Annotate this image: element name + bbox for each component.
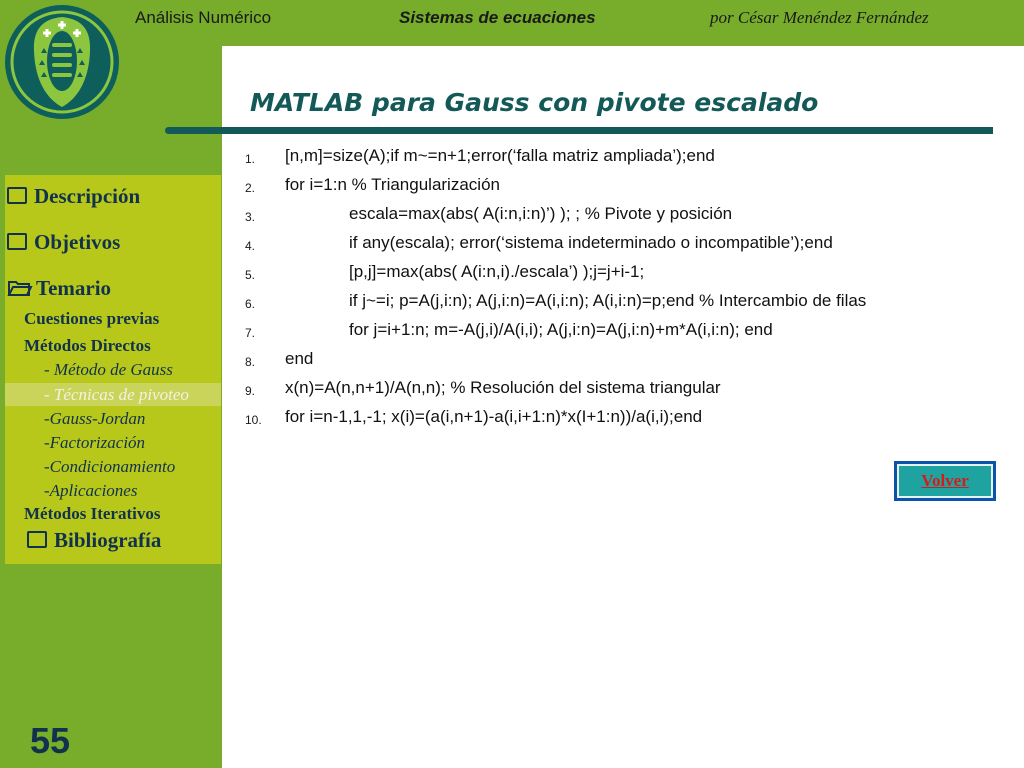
menu-item-gauss-jordan[interactable]: -Gauss-Jordan bbox=[44, 409, 146, 428]
open-folder-icon bbox=[7, 279, 33, 297]
menu-item-factorizacion[interactable]: -Factorización bbox=[44, 433, 146, 452]
menu-item-tecnicas-pivoteo[interactable]: - Técnicas de pivoteo bbox=[44, 385, 189, 404]
menu-item-cuestiones-previas[interactable]: Cuestiones previas bbox=[24, 309, 160, 328]
sidebar-menu bbox=[5, 175, 221, 564]
volver-link[interactable]: Volver bbox=[921, 471, 969, 490]
author-name: por César Menéndez Fernández bbox=[710, 8, 929, 27]
menu-item-condicionamiento[interactable]: -Condicionamiento bbox=[44, 457, 176, 476]
menu-item-objetivos[interactable] bbox=[7, 230, 120, 255]
university-seal-logo bbox=[3, 3, 121, 121]
menu-item-metodos-iterativos[interactable]: Métodos Iterativos bbox=[24, 504, 161, 523]
line-text: if any(escala); error(‘sistema indeterminado o incompatible’);end bbox=[349, 233, 833, 252]
line-number: 4. bbox=[245, 239, 256, 253]
title-underline bbox=[165, 127, 993, 134]
course-name: Análisis Numérico bbox=[135, 8, 272, 27]
volver-button-face[interactable] bbox=[897, 464, 993, 498]
line-text: for i=1:n % Triangularización bbox=[285, 175, 500, 194]
line-text: for i=n-1,1,-1; x(i)=(a(i,n+1)-a(i,i+1:n)*x(I+1:n))/a(i,i);end bbox=[285, 407, 703, 426]
menu-label: Descripción bbox=[34, 184, 141, 208]
line-number: 3. bbox=[245, 210, 256, 224]
line-text: [p,j]=max(abs( A(i:n,i)./escala’) );j=j+i-1; bbox=[349, 262, 645, 281]
menu-item-aplicaciones[interactable]: -Aplicaciones bbox=[44, 481, 138, 500]
line-number: 7. bbox=[245, 326, 256, 340]
menu-item-descripcion[interactable] bbox=[7, 184, 140, 209]
square-outline-icon bbox=[7, 187, 27, 204]
square-outline-icon bbox=[27, 531, 47, 548]
slide-title: MATLAB para Gauss con pivote escalado bbox=[250, 88, 819, 117]
line-number: 8. bbox=[245, 355, 256, 369]
line-text: for j=i+1:n; m=-A(j,i)/A(i,i); A(j,i:n)=A(j,i:n)+m*A(i,i:n); end bbox=[349, 320, 773, 339]
menu-label: Temario bbox=[36, 276, 112, 300]
menu-item-metodo-gauss[interactable]: - Método de Gauss bbox=[44, 360, 173, 379]
menu-item-bibliografia[interactable] bbox=[27, 528, 161, 553]
line-number: 10. bbox=[245, 413, 262, 427]
menu-item-metodos-directos[interactable]: Métodos Directos bbox=[24, 336, 151, 355]
line-number: 1. bbox=[245, 152, 256, 166]
line-text: escala=max(abs( A(i:n,i:n)’) ); ; % Pivote y posición bbox=[349, 204, 733, 223]
line-text: if j~=i; p=A(j,i:n); A(j,i:n)=A(i,i:n); A(i,i:n)=p;end % Intercambio de filas bbox=[349, 291, 867, 310]
volver-button[interactable] bbox=[894, 461, 996, 501]
square-outline-icon bbox=[7, 233, 27, 250]
line-number: 6. bbox=[245, 297, 256, 311]
line-text: [n,m]=size(A);if m~=n+1;error(‘falla matriz ampliada’);end bbox=[285, 146, 715, 165]
line-number: 9. bbox=[245, 384, 256, 398]
menu-label: Bibliografía bbox=[54, 528, 162, 552]
page-number: 55 bbox=[30, 720, 71, 761]
line-text: x(n)=A(n,n+1)/A(n,n); % Resolución del sistema triangular bbox=[285, 378, 721, 397]
topic-name: Sistemas de ecuaciones bbox=[399, 8, 596, 27]
menu-label: Objetivos bbox=[34, 230, 121, 254]
line-number: 2. bbox=[245, 181, 256, 195]
line-text: end bbox=[285, 349, 314, 368]
line-number: 5. bbox=[245, 268, 256, 282]
menu-item-temario[interactable] bbox=[7, 276, 111, 301]
